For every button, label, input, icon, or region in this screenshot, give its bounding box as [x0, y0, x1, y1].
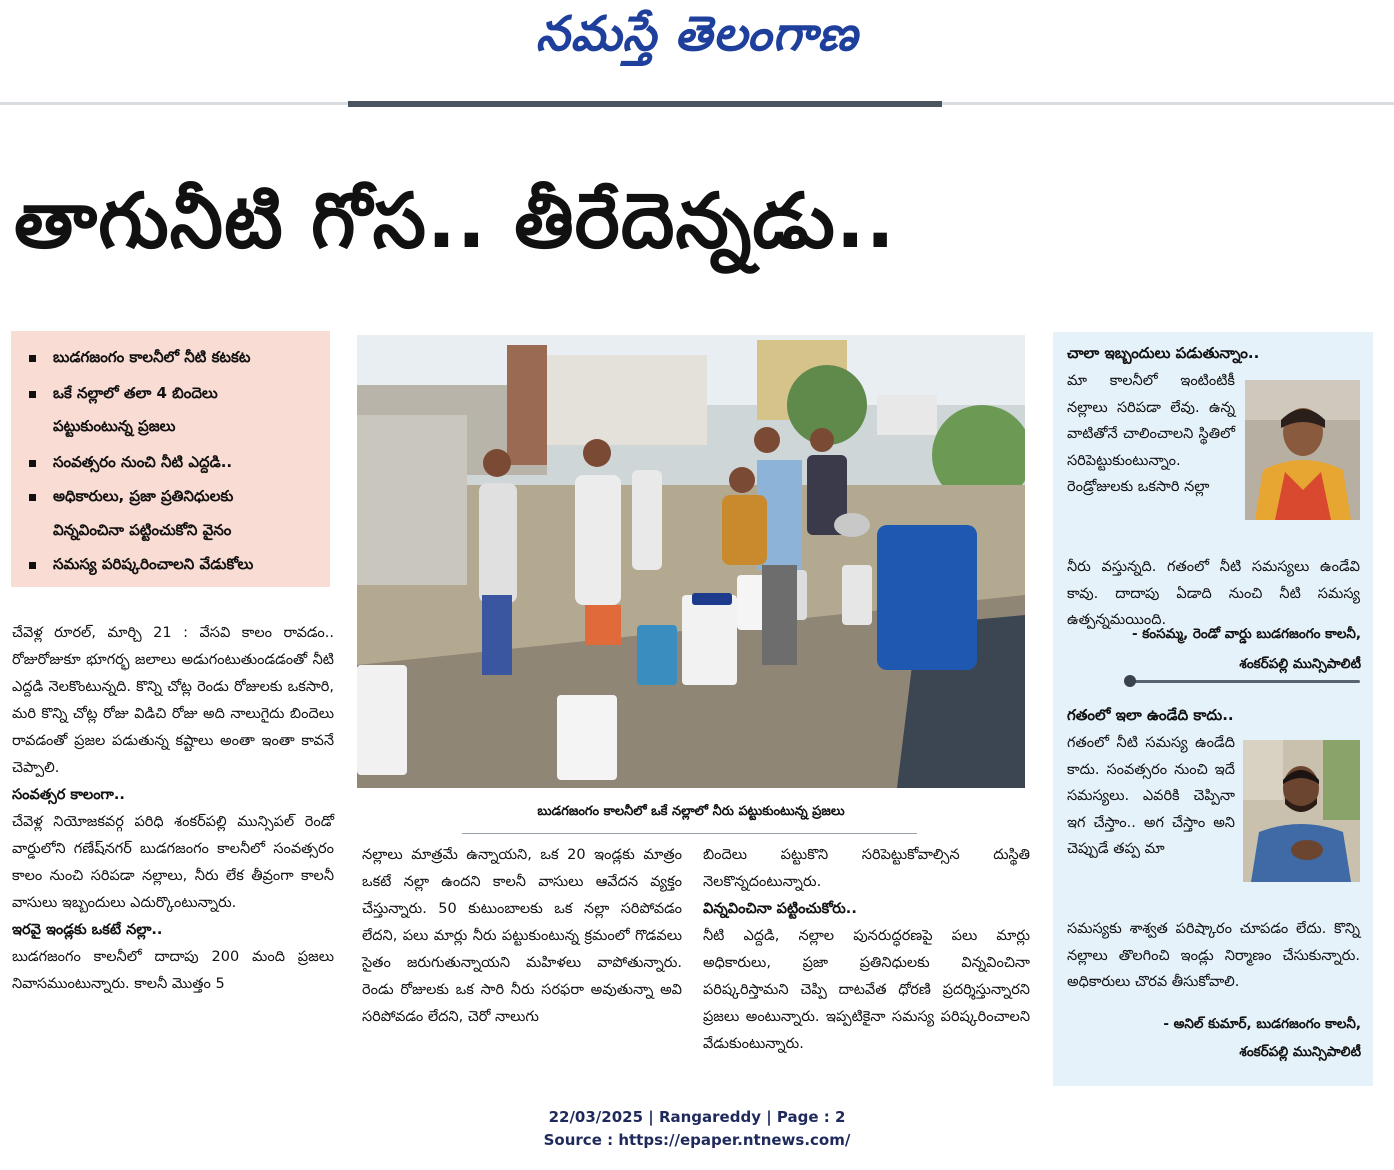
article-subheading: విన్నవించినా పట్టించుకోరు..: [703, 901, 857, 917]
quote-attribution: శంకర్‌పల్లి మున్సిపాలిటీ: [1239, 1044, 1361, 1060]
sidebar-divider: [1127, 680, 1360, 683]
article-paragraph: నీటి ఎద్దడి, నల్లాల పునరుద్ధరణపై పలు మార్లు అధికారులు, ప్రజా ప్రతినిధులకు విన్నవించినా పరిష్కరిస్తామని చెప్పి దాటవేత ధోరణి ప్రదర్శిస్తున్నారని ప్రజలు అంటున్నారు. ఇప్పటికైనా సమస్య పరిష్కరించాలని వేడుకుంటున్నారు.: [703, 928, 1030, 1052]
quotes-sidebar: [1053, 332, 1373, 1086]
article-paragraph: చేవెళ్ల రూరల్‌, మార్చి 21 : వేసవి కాలం రావడం.. రోజురోజుకూ భూగర్భ జలాలు అడుగంటుతుండడంతో నీటి ఎద్దడి నెలకొంటున్నది. కొన్ని చోట్ల రెండు రోజులకు ఒకసారి, మరి కొన్ని చోట్ల రోజు విడిచి రోజు అది నాలుగైదు బిందెలు రావడంతో ప్రజల పడుతున్న కష్టాలు అంతా ఇంతా కావనే చెప్పాలి.: [12, 625, 334, 776]
quote-heading: గతంలో ఇలా ఉండేది కాదు..: [1067, 706, 1234, 724]
article-column-3: [703, 842, 1030, 1058]
article-subheading: సంవత్సర కాలంగా..: [12, 787, 125, 803]
highlights-box: బుడగజంగం కాలనీలో నీటి కటకట ఒకే నల్లాలో తలా 4 బిందెలు పట్టుకుంటున్న ప్రజలు సంవత్సరం నుంచి నీటి ఎద్దడి.. అధికారులు, ప్రజా ప్రతినిధులకు విన్నవించినా పట్టించుకోని వైనం సమస్య పరిష్కరించాలని వేడుకోలు: [11, 331, 330, 587]
sidebar-divider-dot: [1124, 675, 1136, 687]
quote-text: సమస్యకు శాశ్వత పరిష్కారం చూపడం లేదు. కొన్ని నల్లాలు తొలగించి ఇండ్లు నిర్మాణం చేసుకున్నారు. అధికారులు చొరవ తీసుకోవాలి.: [1067, 921, 1360, 990]
bullet-square-icon: [29, 355, 36, 362]
article-column-2: [362, 842, 682, 1031]
bullet-square-icon: [29, 562, 36, 569]
quote-attribution: - కంసమ్మ, రెండో వార్డు బుడగజంగం కాలనీ,: [1131, 626, 1361, 642]
quote-attribution: - అనిల్‌ కుమార్‌, బుడగజంగం కాలనీ,: [1163, 1016, 1361, 1032]
footer-source-link[interactable]: Source : https://epaper.ntnews.com/: [543, 1131, 851, 1149]
quote-text: నీరు వస్తున్నది. గతంలో నీటి సమస్యలు ఉండేవి కావు. దాదాపు ఏడాది నుంచి నీటి సమస్య ఉత్పన్నమయింది.: [1067, 559, 1360, 628]
quote-heading: చాలా ఇబ్బందులు పడుతున్నాం..: [1067, 344, 1260, 362]
quote-attribution: శంకర్‌పల్లి మున్సిపాలిటీ: [1239, 656, 1361, 672]
newspaper-logo: నమస్తే తెలంగాణ: [535, 6, 859, 62]
article-subheading: ఇరవై ఇండ్లకు ఒకటే నల్లా..: [12, 922, 163, 938]
bullet-square-icon: [29, 391, 36, 398]
portrait-woman-photo: [1245, 380, 1360, 520]
article-paragraph: బిందెలు పట్టుకొని సరిపెట్టుకోవాల్సిన దుస్థితి నెలకొన్నదంటున్నారు.: [703, 847, 1030, 890]
quote-text: మా కాలనీలో ఇంటింటికీ నల్లాలు సరిపడా లేవు. ఉన్న వాటితోనే చాలించాలని స్థితిలో సరిపెట్టుకుంటున్నాం. రెండ్రోజులకు ఒకసారి నల్లా: [1067, 373, 1235, 495]
caption-rule: [462, 833, 917, 834]
bullet-square-icon: [29, 494, 36, 501]
bullet-square-icon: [29, 460, 36, 467]
people-collecting-water-image: [357, 335, 1025, 788]
news-photo: [357, 335, 1025, 788]
article-paragraph: నల్లాలు మాత్రమే ఉన్నాయని, ఒక 20 ఇండ్లకు మాత్రం ఒకటే నల్లా ఉందని కాలనీ వాసులు ఆవేదన వ్యక్తం చేస్తున్నారు. 50 కుటుంబాలకు ఒక నల్లా సరిపోవడం లేదని, పలు మార్లు నీరు పట్టుకుంటున్న క్రమంలో గొడవలు సైతం జరుగుతున్నాయని మహిళలు వాపోతున్నారు. రెండు రోజులకు ఒక సారి నీరు సరఫరా అవుతున్నా అవి సరిపోవడం లేదని, చెరో నాలుగు: [362, 847, 682, 1025]
masthead-rule-accent: [348, 101, 942, 107]
article-headline: తాగునీటి గోస.. తీరేదెన్నడు..: [14, 176, 896, 265]
article-paragraph: చేవెళ్ల నియోజకవర్గ పరిధి శంకర్‌పల్లి మున్సిపల్‌ రెండో వార్డులోని గణేష్‌నగర్‌ బుడగజంగం కాలనీలో సంవత్సరం కాలం నుంచి సరిపడా నల్లాలు, నీరు లేక తీవ్రంగా కాలనీ వాసులు ఇబ్బందులు ఎదుర్కొంటున్నారు.: [12, 814, 334, 911]
masthead: [0, 0, 1394, 100]
photo-caption: బుడగజంగం కాలనీలో ఒకే నల్లాలో నీరు పట్టుకుంటున్న ప్రజలు: [537, 804, 845, 819]
portrait-man-photo: [1243, 740, 1360, 882]
article-column-1: [12, 620, 334, 998]
article-paragraph: బుడగజంగం కాలనీలో దాదాపు 200 మంది ప్రజలు నివాసముంటున్నారు. కాలనీ మొత్తం 5: [12, 949, 334, 992]
footer-date-edition: 22/03/2025 | Rangareddy | Page : 2: [548, 1108, 846, 1126]
quote-text: గతంలో నీటి సమస్య ఉండేది కాదు. సంవత్సరం నుంచి ఇదే సమస్యలు. ఎవరికి చెప్పినా ఇగ చేస్తాం.. అగ చేస్తాం అని చెప్పుడే తప్ప మా: [1067, 735, 1235, 857]
